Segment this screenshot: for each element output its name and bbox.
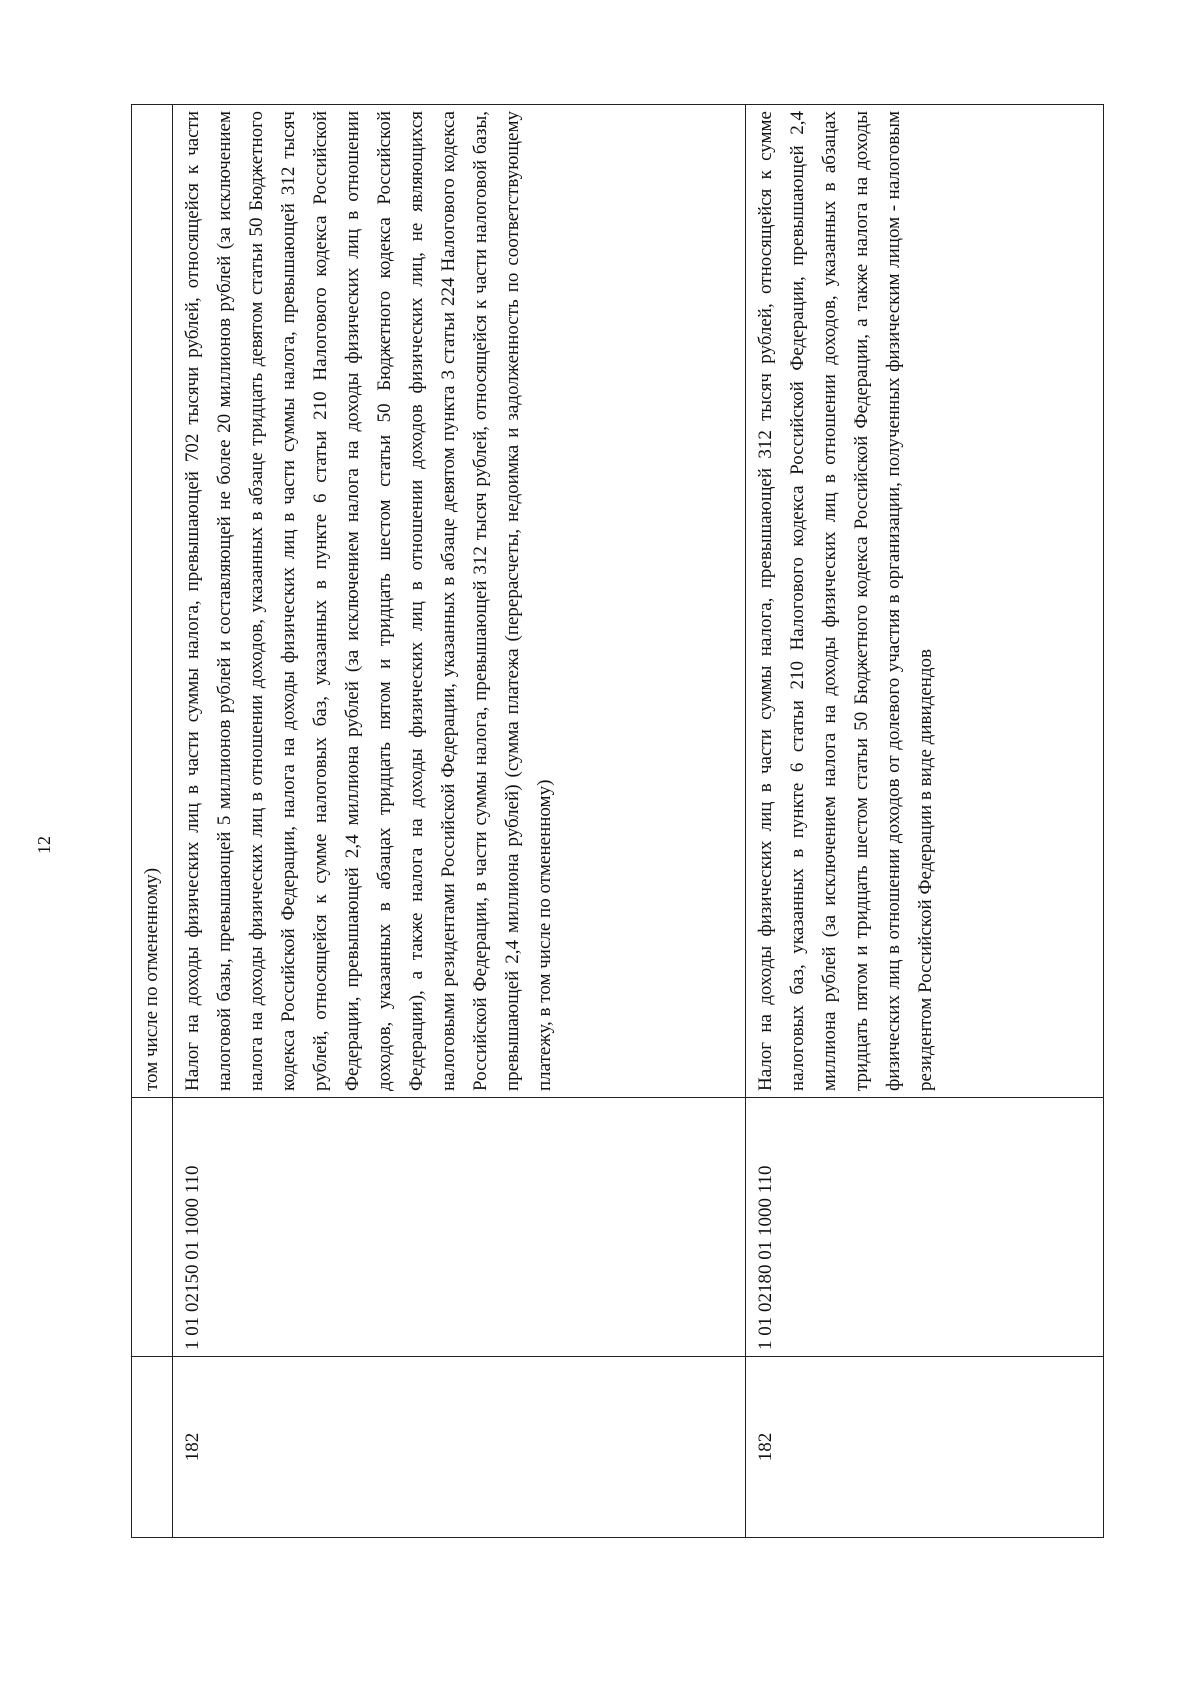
kbk-cell: 1 01 02150 01 1000 110 [173,1098,746,1357]
description-cell: Налог на доходы физических лиц в части суммы налога, превышающей 312 тысяч рублей, относящейся к сумме налоговых баз, указанных в пункте 6 статьи 210 Налогового кодекса Российской Федерации, превышающей 2,4 миллиона рублей (за исключением налога на доходы физических лиц в отношении доходов, указанных в абзацах тридцать пятом и тридцать шестом статьи 50 Бюджетного кодекса Российской Федерации, а также налога на доходы физических лиц в отношении доходов от долевого участия в организации, полученных физическим лицом - налоговым резидентом Российской Федерации в виде дивидендов [746,105,1104,1098]
admin-code-cell: 182 [746,1357,1104,1538]
admin-code-cell: 182 [173,1357,746,1538]
budget-classification-table [131,104,1104,1538]
rotated-table-container [131,104,1096,1538]
admin-code-cell [132,1357,173,1538]
kbk-cell: 1 01 02180 01 1000 110 [746,1098,1104,1357]
kbk-cell [132,1098,173,1357]
description-cell: Налог на доходы физических лиц в части суммы налога, превышающей 702 тысячи рублей, относящейся к части налоговой базы, превышающей 5 миллионов рублей и составляющей не более 20 миллионов рублей (за исключением налога на доходы физических лиц в отношении доходов, указанных в абзаце тридцать девятом статьи 50 Бюджетного кодекса Российской Федерации, налога на доходы физических лиц в части суммы налога, превышающей 312 тысяч рублей, относящейся к сумме налоговых баз, указанных в пункте 6 статьи 210 Налогового кодекса Российской Федерации, превышающей 2,4 миллиона рублей (за исключением налога на доходы физических лиц в отношении доходов, указанных в абзацах тридцать пятом и тридцать шестом статьи 50 Бюджетного кодекса Российской Федерации), а также налога на доходы физических лиц в отношении доходов физических лиц, не являющихся налоговыми резидентами Российской Федерации, указанных в абзаце девятом пункта 3 статьи 224 Налогового кодекса Российской Федерации, в части суммы налога, превышающей 312 тысяч рублей, относящейся к части налоговой базы, превышающей 2,4 миллиона рублей) (сумма платежа (перерасчеты, недоимка и задолженность по соответствующему платежу, в том числе по отмененному) [173,105,746,1098]
description-cell: том числе по отмененному) [132,105,173,1098]
table-row-continuation [132,105,173,1538]
page-number: 12 [34,836,54,854]
table-row [173,105,746,1538]
table-row [746,105,1104,1538]
